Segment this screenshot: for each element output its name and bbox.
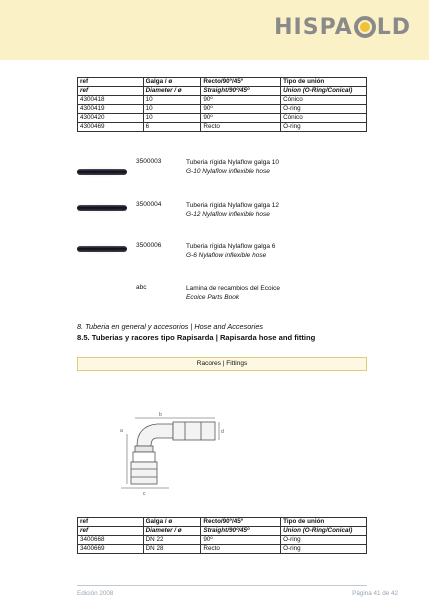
product-ref: 3500003 (136, 158, 162, 165)
table-row (78, 114, 367, 123)
product-name-es: Tuberia rígida Nylaflow galga 12 (186, 202, 279, 209)
table-header-row (78, 518, 367, 527)
hispacold-logo (274, 12, 411, 42)
table-row (78, 96, 367, 105)
table-header-cell: ref (78, 78, 144, 87)
logo-o-icon (354, 16, 376, 38)
table-cell: 90º (201, 96, 281, 105)
table-header-cell: Union (O-Ring/Conical) (281, 87, 367, 96)
product-name-en: G-6 Nylaflow inflexible hose (186, 252, 267, 259)
table-cell: DN 28 (143, 545, 201, 554)
table-cell: Recto (201, 123, 281, 132)
logo-text-start: HISPA (274, 14, 353, 40)
table-cell: O-ring (281, 536, 367, 545)
fitting-drawing (121, 418, 219, 488)
table-cell: 4300419 (78, 105, 144, 114)
product-description (186, 201, 279, 219)
table-cell: 4300420 (78, 114, 144, 123)
product-description (186, 242, 275, 260)
table-header-cell: Straight/90º/45º (201, 87, 281, 96)
hose-image (77, 205, 127, 211)
fittings-banner: Racores | Fittings (77, 357, 367, 371)
product-name-es: Tuberia rígida Nylaflow galga 6 (186, 243, 276, 250)
product-description (186, 158, 279, 176)
dimension-label: d (221, 429, 224, 435)
table-header-cell: ref (78, 87, 144, 96)
hose-image (77, 246, 127, 252)
table-cell: O-ring (281, 123, 367, 132)
table-cell: O-ring (281, 105, 367, 114)
table-cell: 10 (143, 96, 201, 105)
table-row (78, 536, 367, 545)
table-header-cell: Tipo de unión (281, 78, 367, 87)
table-cell: 90º (201, 114, 281, 123)
table-header-row-en (78, 87, 367, 96)
product-name-es: Tuberia rígida Nylaflow galga 10 (186, 159, 279, 166)
section-heading: 8. Tuberia en general y accesorios | Hose and Accesories (77, 322, 264, 331)
hose-image (77, 169, 127, 175)
table-header-cell: ref (78, 527, 144, 536)
dimension-label: a (120, 428, 123, 434)
table-cell: 90º (201, 105, 281, 114)
parts-table-2 (77, 517, 367, 554)
table-cell: Recto (201, 545, 281, 554)
table-cell: Cónico (281, 114, 367, 123)
table-header-cell: Galga / ø (143, 518, 201, 527)
table-header-row-en (78, 527, 367, 536)
table-header-row (78, 78, 367, 87)
table-header-cell: Straight/90º/45º (201, 527, 281, 536)
logo-text-end: LD (376, 14, 411, 40)
product-ref: abc (136, 284, 147, 291)
table-cell: DN 22 (143, 536, 201, 545)
table-cell: 4300469 (78, 123, 144, 132)
table-header-cell: Recto/90º/45º (201, 518, 281, 527)
table-header-cell: Galga / ø (143, 78, 201, 87)
product-ref: 3500004 (136, 201, 162, 208)
table-cell: 3400668 (78, 536, 144, 545)
table-row (78, 105, 367, 114)
footer-page-number: Página 41 de 42 (352, 590, 398, 597)
product-description (186, 284, 280, 302)
parts-table-1 (77, 77, 367, 132)
fitting-diagram (115, 398, 235, 498)
table-header-cell: Tipo de unión (281, 518, 367, 527)
table-header-cell: Union (O-Ring/Conical) (281, 527, 367, 536)
table-header-cell: Diameter / ø (143, 527, 201, 536)
table-row (78, 123, 367, 132)
table-header-cell: Diameter / ø (143, 87, 201, 96)
product-name-es: Lamina de recambios del Ecoice (186, 285, 280, 292)
footer-divider (77, 585, 367, 586)
table-cell: O-ring (281, 545, 367, 554)
dimension-label: c (143, 491, 146, 497)
table-cell: 90º (201, 536, 281, 545)
table-cell: 10 (143, 105, 201, 114)
table-cell: 10 (143, 114, 201, 123)
table-row (78, 545, 367, 554)
dimension-label: b (159, 412, 162, 418)
product-name-en: G-12 Nylaflow inflexible hose (186, 211, 270, 218)
table-cell: 6 (143, 123, 201, 132)
footer-edition: Edición 2008 (77, 590, 114, 597)
table-cell: 4300418 (78, 96, 144, 105)
product-name-en: Ecoice Parts Book (186, 294, 240, 301)
table-cell: 3400669 (78, 545, 144, 554)
table-header-cell: Recto/90º/45º (201, 78, 281, 87)
table-cell: Cónico (281, 96, 367, 105)
product-name-en: G-10 Nylaflow inflexible hose (186, 168, 270, 175)
table-header-cell: ref (78, 518, 144, 527)
subsection-heading: 8.5. Tuberias y racores tipo Rapisarda | Rapisarda hose and fitting (77, 333, 316, 342)
product-ref: 3500006 (136, 242, 162, 249)
